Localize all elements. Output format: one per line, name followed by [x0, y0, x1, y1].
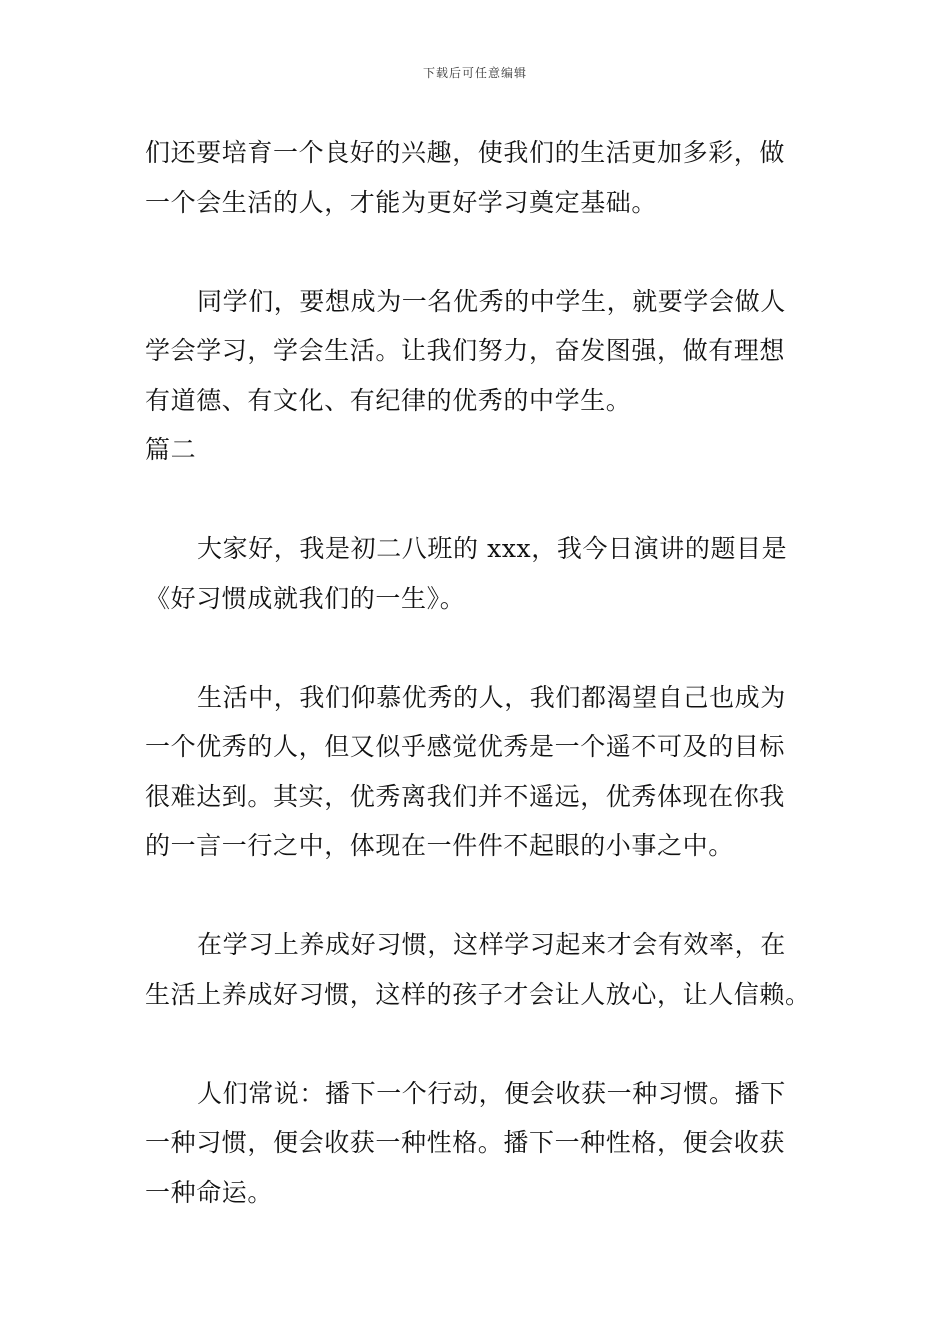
section-heading [145, 425, 810, 475]
text-line: 在学习上养成好习惯，这样学习起来才会有效率，在 [197, 930, 786, 959]
text-line: 同学们，要想成为一名优秀的中学生，就要学会做人 [197, 286, 786, 316]
document-body [145, 128, 810, 1217]
paragraph-gap [145, 475, 810, 525]
paragraph [145, 673, 810, 871]
text-line: 有道德、有文化、有纪律的优秀的中学生。 [145, 385, 632, 415]
text-line: 一个会生活的人，才能为更好学习奠定基础。 [145, 187, 658, 217]
text-line: 《好习惯成就我们的一生》。 [145, 583, 466, 613]
text-line: 一种习惯，便会收获一种性格。播下一种性格，便会收获 [145, 1128, 786, 1157]
text-line: 生活中，我们仰慕优秀的人，我们都渴望自己也成为 [197, 682, 786, 712]
text-line: 一个优秀的人，但又似乎感觉优秀是一个遥不可及的目标 [145, 732, 786, 761]
text-line: 大家好，我是初二八班的 xxx，我今日演讲的题目是 [197, 534, 788, 563]
text-line: 人们常说：播下一个行动，便会收获一种习惯。播下 [197, 1078, 786, 1108]
text-line: 们还要培育一个良好的兴趣，使我们的生活更加多彩，做 [145, 138, 786, 167]
paragraph-gap [145, 1019, 810, 1069]
paragraph [145, 277, 810, 426]
text-line: 学会学习，学会生活。让我们努力，奋发图强，做有理想 [145, 336, 786, 365]
paragraph [145, 1069, 810, 1218]
paragraph [145, 920, 810, 1019]
paragraph [145, 524, 810, 623]
text-line: 的一言一行之中，体现在一件件不起眼的小事之中。 [145, 831, 734, 860]
paragraph-gap [145, 623, 810, 673]
section-title: 篇二 [145, 435, 197, 464]
paragraph [145, 128, 810, 227]
paragraph-gap [145, 227, 810, 277]
paragraph-gap [145, 871, 810, 921]
text-line: 很难达到。其实，优秀离我们并不遥远，优秀体现在你我 [145, 781, 786, 811]
text-line: 生活上养成好习惯，这样的孩子才会让人放心，让人信赖。 [145, 979, 811, 1009]
header-note: 下载后可任意编辑 [422, 66, 527, 80]
text-line: 一种命运。 [145, 1177, 274, 1207]
